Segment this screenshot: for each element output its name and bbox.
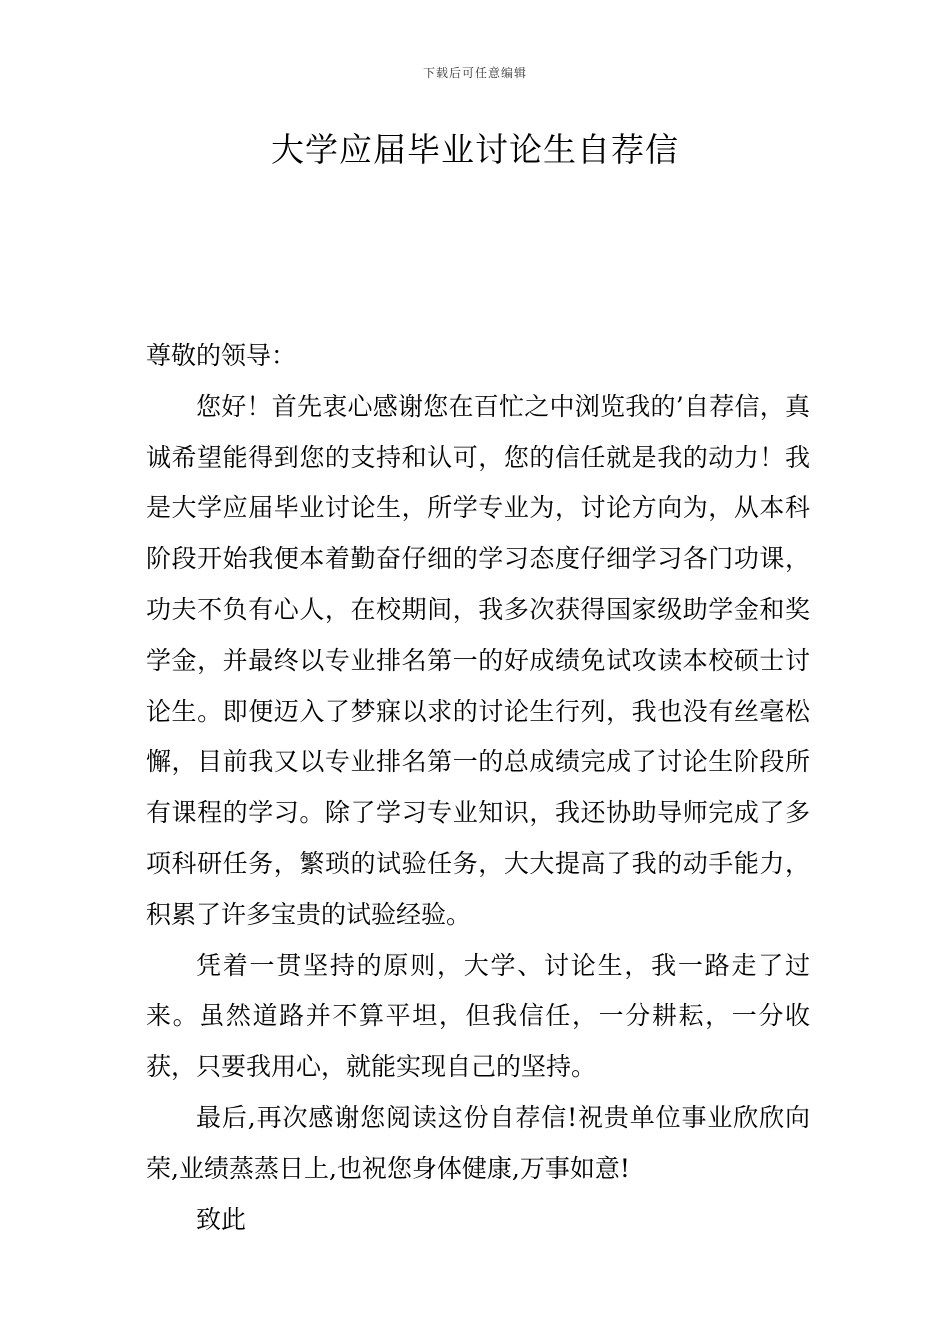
paragraph-thanks: 最后,再次感谢您阅读这份自荐信!祝贵单位事业欣欣向荣,业绩蒸蒸日上,也祝您身体健康,万事如意! bbox=[146, 1102, 810, 1183]
salutation: 尊敬的领导： bbox=[146, 341, 297, 370]
closing: 致此 bbox=[196, 1204, 247, 1234]
paragraph-intro: 您好！首先衷心感谢您在百忙之中浏览我的’自荐信，真诚希望能得到您的支持和认可，您的信任就是我的动力！我是大学应届毕业讨论生，所学专业为，讨论方向为，从本科阶段开始我便本着勤奋仔细的学习态度仔细学习各门功课，功夫不负有心人，在校期间，我多次获得国家级助学金和奖学金，并最终以专业排名第一的好成绩免试攻读本校硕士讨论生。即便迈入了梦寐以求的讨论生行列，我也没有丝毫松懈，目前我又以专业排名第一的总成绩完成了讨论生阶段所有课程的学习。除了学习专业知识，我还协助导师完成了多项科研任务，繁琐的试验任务，大大提高了我的动手能力，积累了许多宝贵的试验经验。 bbox=[146, 391, 810, 929]
letter-body bbox=[146, 331, 810, 1245]
header-note: 下载后可任意编辑 bbox=[422, 66, 527, 80]
document-title: 大学应届毕业讨论生自荐信 bbox=[271, 130, 679, 169]
paragraph-principle: 凭着一贯坚持的原则，大学、讨论生，我一路走了过来。虽然道路并不算平坦，但我信任，一分耕耘，一分收获，只要我用心，就能实现自己的坚持。 bbox=[146, 950, 810, 1082]
